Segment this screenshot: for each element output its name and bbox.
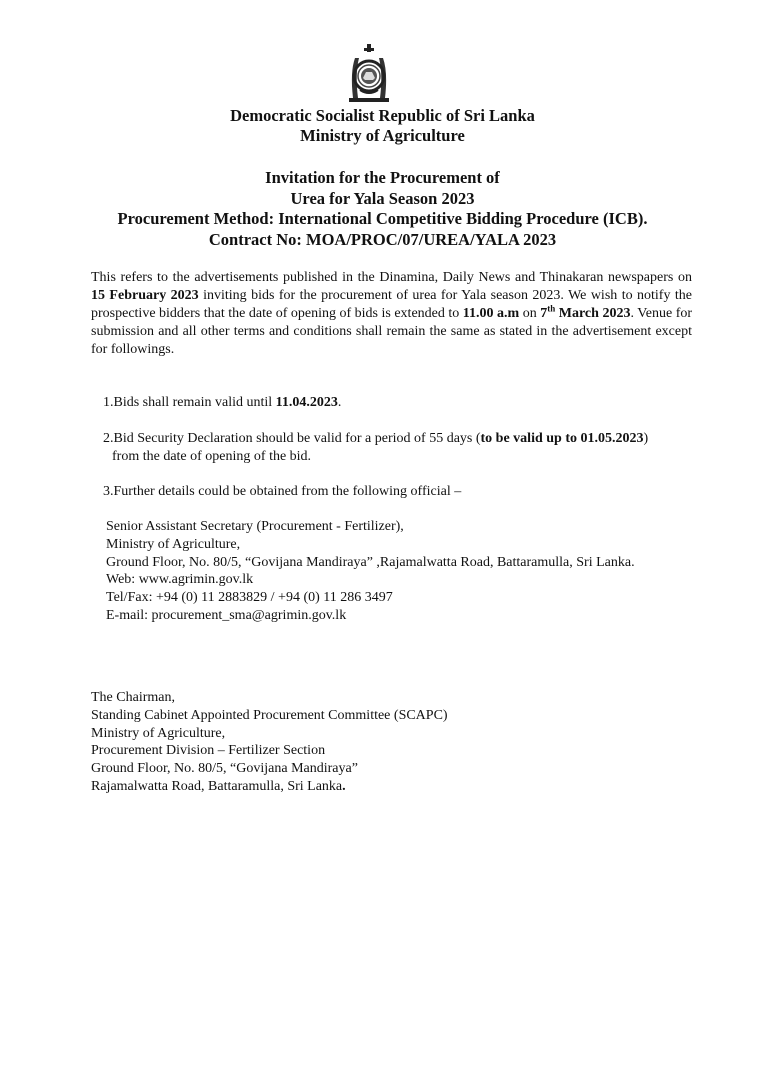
paragraph-text: This refers to the advertisements published in the Dinamina, Daily News and Thinakaran newspapers on — [91, 270, 692, 285]
official-web: Web: www.agrimin.gov.lk — [106, 572, 254, 588]
procurement-method: Procurement Method: International Competitive Bidding Procedure (ICB). — [117, 209, 648, 228]
opening-day: 7 — [540, 306, 548, 321]
title-line-1: Invitation for the Procurement of — [265, 168, 500, 187]
item-text: . — [337, 395, 342, 410]
item-text: 1.Bids shall remain valid until — [103, 395, 276, 410]
official-address: Ground Floor, No. 80/5, “Govijana Mandiraya” ,Rajamalwatta Road, Battaramulla, Sri Lanka. — [106, 554, 635, 570]
notice-paragraph — [91, 269, 692, 359]
paragraph-text: . Venue for submission and all other terms and conditions shall remain the same as stated in the advertisement except for followings. — [91, 306, 693, 357]
list-item-bid-security — [103, 430, 703, 466]
chairman-division: Procurement Division – Fertilizer Section — [91, 743, 326, 759]
chairman-signature-block — [91, 689, 448, 796]
chairman-ministry: Ministry of Agriculture, — [91, 725, 226, 741]
official-title: Senior Assistant Secretary (Procurement - Fertilizer), — [106, 519, 404, 534]
day-suffix: th — [547, 303, 556, 314]
document-header — [0, 106, 765, 146]
list-item-further-details: 3.Further details could be obtained from the following official – — [103, 484, 462, 499]
validity-date: 11.04.2023 — [275, 395, 338, 410]
paragraph-text: inviting bids for the procurement of urea for Yala season 2023. We wish to notify the prospective bidders that the date of opening of bids is extended to — [91, 288, 692, 321]
title-line-2: Urea for Yala Season 2023 — [290, 188, 475, 208]
chairman-title: The Chairman, — [91, 690, 175, 705]
chairman-address-2 — [91, 778, 448, 796]
paragraph-text: on — [519, 306, 541, 321]
item-continuation: from the date of opening of the bid. — [112, 449, 312, 464]
security-validity: to be valid up to 01.05.2023 — [480, 431, 644, 446]
official-telfax: Tel/Fax: +94 (0) 11 2883829 / +94 (0) 11 286 3497 — [106, 590, 393, 606]
chairman-address-1: Ground Floor, No. 80/5, “Govijana Mandiraya” — [91, 761, 358, 777]
country-name: Democratic Socialist Republic of Sri Lanka — [230, 106, 535, 125]
official-contact-block — [106, 518, 635, 625]
contract-number: Contract No: MOA/PROC/07/UREA/YALA 2023 — [208, 229, 557, 249]
official-email: E-mail: procurement_sma@agrimin.gov.lk — [106, 607, 347, 623]
item-text: 2.Bid Security Declaration should be valid for a period of 55 days ( — [103, 431, 481, 446]
document-title — [0, 168, 765, 250]
item-text: ) — [643, 431, 649, 446]
official-ministry: Ministry of Agriculture, — [106, 536, 241, 552]
ministry-name: Ministry of Agriculture — [300, 126, 465, 145]
sri-lanka-emblem-icon — [346, 42, 392, 104]
chairman-address-text: Rajamalwatta Road, Battaramulla, Sri Lanka — [91, 778, 343, 794]
committee-name: Standing Cabinet Appointed Procurement Committee (SCAPC) — [91, 707, 448, 723]
list-item-bid-validity — [103, 394, 703, 412]
published-date: 15 February 2023 — [91, 288, 199, 303]
opening-time: 11.00 a.m — [462, 306, 520, 321]
opening-date — [540, 303, 631, 321]
chairman-address-end: . — [342, 778, 346, 794]
opening-month-year: March 2023 — [555, 306, 631, 321]
